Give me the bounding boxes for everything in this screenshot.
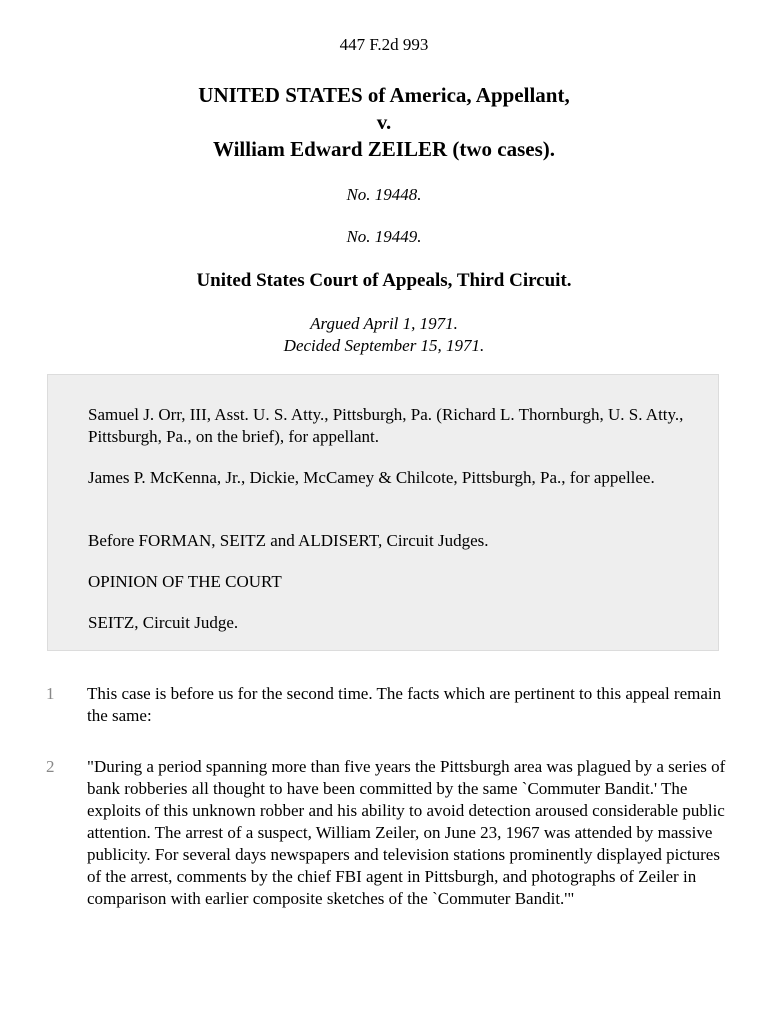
paragraph-text: This case is before us for the second time. The facts which are pertinent to this appeal remain the same:: [87, 684, 722, 725]
opinion-author: SEITZ, Circuit Judge.: [88, 613, 239, 632]
counsel-appellee: James P. McKenna, Jr., Dickie, McCamey & Chilcote, Pittsburgh, Pa., for appellee.: [88, 468, 655, 487]
paragraph-number: 2: [46, 757, 55, 776]
case-dates: [0, 313, 768, 357]
case-title-line-appellee: William Edward ZEILER (two cases).: [212, 137, 556, 161]
court-name: United States Court of Appeals, Third Circuit.: [196, 270, 572, 291]
docket-number: No. 19448.: [346, 185, 422, 204]
paragraph-number: 1: [46, 684, 55, 703]
decided-date: Decided September 15, 1971.: [283, 336, 485, 355]
case-title-line-appellant: UNITED STATES of America, Appellant,: [198, 83, 570, 107]
panel-judges: Before FORMAN, SEITZ and ALDISERT, Circuit Judges.: [88, 531, 489, 550]
argued-date: Argued April 1, 1971.: [310, 314, 458, 333]
opinion-heading: OPINION OF THE COURT: [88, 572, 282, 591]
paragraph-text: "During a period spanning more than five years the Pittsburgh area was plagued by a series of bank robberies all thought to have been committed by the same `Commuter Bandit.' The exploits of this unknown robber and his ability to avoid detection aroused considerable public attention. The arrest of a suspect, William Zeiler, on June 23, 1967 was attended by massive publicity. For several days newspapers and television stations prominently displayed pictures of the arrest, comments by the chief FBI agent in Pittsburgh, and photographs of Zeiler in comparison with earlier composite sketches of the `Commuter Bandit.'": [87, 757, 726, 908]
case-header-box: [47, 374, 719, 651]
case-title-line-versus: v.: [376, 110, 392, 134]
case-title: [0, 82, 768, 163]
counsel-appellant: Samuel J. Orr, III, Asst. U. S. Atty., Pittsburgh, Pa. (Richard L. Thornburgh, U. S. Atty., Pittsburgh, Pa., on the brief), for appellant.: [88, 405, 684, 446]
docket-number: No. 19449.: [346, 227, 422, 246]
case-citation: 447 F.2d 993: [339, 35, 429, 54]
